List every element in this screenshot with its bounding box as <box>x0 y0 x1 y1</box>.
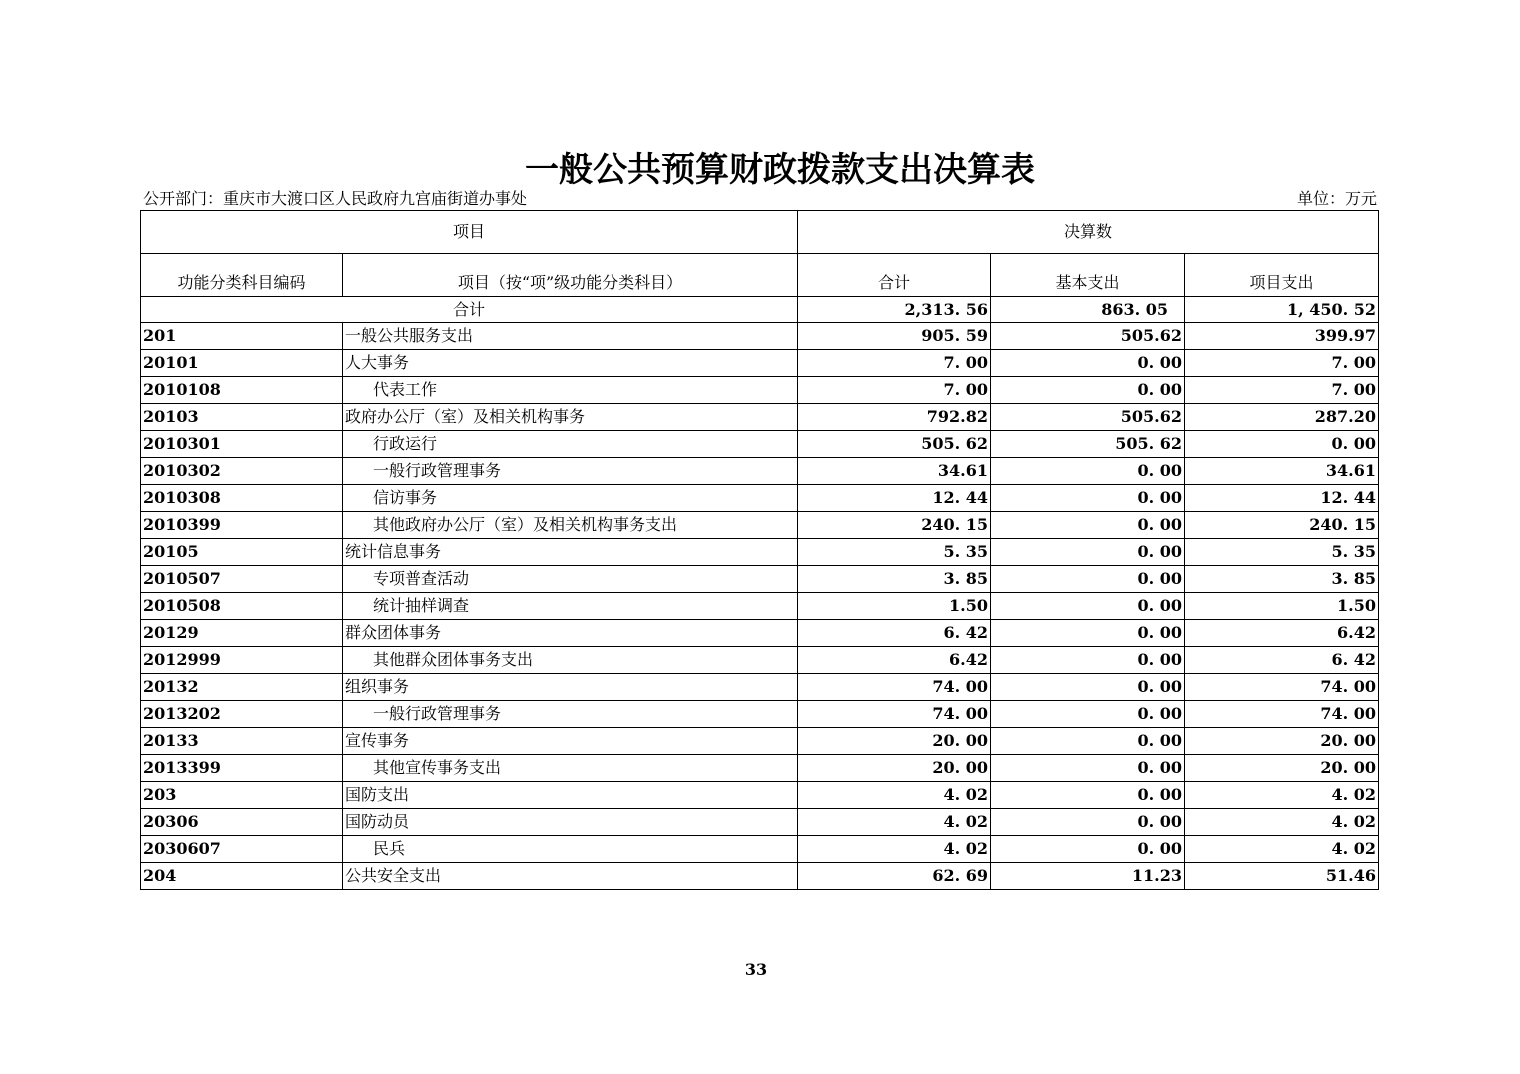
table-row <box>141 728 1379 755</box>
row-name: 群众团体事务 <box>343 620 798 647</box>
row-total: 1.50 <box>798 593 991 620</box>
row-project: 4. 02 <box>1185 782 1379 809</box>
row-total: 4. 02 <box>798 836 991 863</box>
row-total: 3. 85 <box>798 566 991 593</box>
row-code: 2010301 <box>141 431 343 458</box>
table-row <box>141 431 1379 458</box>
row-code: 20133 <box>141 728 343 755</box>
row-basic: 11.23 <box>991 863 1185 890</box>
row-project: 7. 00 <box>1185 350 1379 377</box>
row-code: 2013202 <box>141 701 343 728</box>
page-title: 一般公共预算财政拨款支出决算表 <box>525 150 1035 190</box>
table-row <box>141 566 1379 593</box>
row-name: 统计信息事务 <box>343 539 798 566</box>
row-project: 34.61 <box>1185 458 1379 485</box>
row-code: 20101 <box>141 350 343 377</box>
row-basic: 0. 00 <box>991 350 1185 377</box>
row-basic: 0. 00 <box>991 485 1185 512</box>
row-basic: 0. 00 <box>991 377 1185 404</box>
row-name: 其他宣传事务支出 <box>343 755 798 782</box>
row-code: 20306 <box>141 809 343 836</box>
header-row-group <box>141 211 1379 254</box>
row-total: 20. 00 <box>798 728 991 755</box>
row-total: 905. 59 <box>798 323 991 350</box>
row-name: 政府办公厅（室）及相关机构事务 <box>343 404 798 431</box>
table-row <box>141 674 1379 701</box>
row-total: 6.42 <box>798 647 991 674</box>
row-basic: 505. 62 <box>991 431 1185 458</box>
row-name: 统计抽样调查 <box>343 593 798 620</box>
row-project: 287.20 <box>1185 404 1379 431</box>
row-code: 20105 <box>141 539 343 566</box>
total-label: 合计 <box>141 297 798 323</box>
row-name: 国防支出 <box>343 782 798 809</box>
row-basic: 0. 00 <box>991 674 1185 701</box>
document-meta <box>143 186 1377 208</box>
table-row <box>141 620 1379 647</box>
row-project: 4. 02 <box>1185 809 1379 836</box>
table-row <box>141 404 1379 431</box>
row-name: 行政运行 <box>343 431 798 458</box>
row-name: 其他群众团体事务支出 <box>343 647 798 674</box>
row-code: 20132 <box>141 674 343 701</box>
row-total: 792.82 <box>798 404 991 431</box>
row-name: 民兵 <box>343 836 798 863</box>
row-total: 74. 00 <box>798 674 991 701</box>
total-row <box>141 297 1379 323</box>
row-project: 0. 00 <box>1185 431 1379 458</box>
table-row <box>141 377 1379 404</box>
table-row <box>141 458 1379 485</box>
row-project: 74. 00 <box>1185 701 1379 728</box>
row-name: 代表工作 <box>343 377 798 404</box>
row-name: 人大事务 <box>343 350 798 377</box>
row-name: 一般公共服务支出 <box>343 323 798 350</box>
table-row <box>141 782 1379 809</box>
row-basic: 0. 00 <box>991 593 1185 620</box>
table-row <box>141 701 1379 728</box>
row-total: 5. 35 <box>798 539 991 566</box>
row-basic: 0. 00 <box>991 701 1185 728</box>
row-project: 240. 15 <box>1185 512 1379 539</box>
total-basic: 863. 05 <box>991 297 1185 323</box>
row-code: 2030607 <box>141 836 343 863</box>
row-name: 公共安全支出 <box>343 863 798 890</box>
header-amount-group: 决算数 <box>798 211 1379 254</box>
row-code: 201 <box>141 323 343 350</box>
row-code: 2010108 <box>141 377 343 404</box>
total-project: 1, 450. 52 <box>1185 297 1379 323</box>
row-basic: 505.62 <box>991 323 1185 350</box>
row-total: 6. 42 <box>798 620 991 647</box>
table-row <box>141 350 1379 377</box>
header-basic: 基本支出 <box>991 254 1185 297</box>
row-basic: 0. 00 <box>991 755 1185 782</box>
row-code: 2010302 <box>141 458 343 485</box>
department-label: 公开部门：重庆市大渡口区人民政府九宫庙街道办事处 <box>143 189 528 208</box>
table-row <box>141 323 1379 350</box>
row-project: 6.42 <box>1185 620 1379 647</box>
row-project: 3. 85 <box>1185 566 1379 593</box>
row-basic: 0. 00 <box>991 782 1185 809</box>
table-row <box>141 836 1379 863</box>
row-code: 20103 <box>141 404 343 431</box>
row-code: 204 <box>141 863 343 890</box>
row-project: 4. 02 <box>1185 836 1379 863</box>
table-row <box>141 593 1379 620</box>
row-code: 2013399 <box>141 755 343 782</box>
row-total: 7. 00 <box>798 350 991 377</box>
row-project: 1.50 <box>1185 593 1379 620</box>
budget-table <box>140 210 1379 890</box>
unit-label: 单位：万元 <box>1296 189 1377 208</box>
row-project: 20. 00 <box>1185 728 1379 755</box>
row-project: 7. 00 <box>1185 377 1379 404</box>
row-basic: 0. 00 <box>991 809 1185 836</box>
header-row-columns <box>141 254 1379 297</box>
row-project: 5. 35 <box>1185 539 1379 566</box>
row-total: 34.61 <box>798 458 991 485</box>
row-project: 6. 42 <box>1185 647 1379 674</box>
row-basic: 0. 00 <box>991 728 1185 755</box>
table-row <box>141 512 1379 539</box>
row-code: 20129 <box>141 620 343 647</box>
row-project: 74. 00 <box>1185 674 1379 701</box>
table-row <box>141 485 1379 512</box>
row-basic: 0. 00 <box>991 836 1185 863</box>
row-total: 505. 62 <box>798 431 991 458</box>
row-name: 宣传事务 <box>343 728 798 755</box>
row-project: 399.97 <box>1185 323 1379 350</box>
row-name: 一般行政管理事务 <box>343 701 798 728</box>
row-total: 62. 69 <box>798 863 991 890</box>
row-basic: 0. 00 <box>991 566 1185 593</box>
row-basic: 505.62 <box>991 404 1185 431</box>
row-total: 240. 15 <box>798 512 991 539</box>
row-name: 组织事务 <box>343 674 798 701</box>
row-total: 4. 02 <box>798 809 991 836</box>
row-name: 信访事务 <box>343 485 798 512</box>
row-code: 2010507 <box>141 566 343 593</box>
row-total: 12. 44 <box>798 485 991 512</box>
row-code: 2010508 <box>141 593 343 620</box>
row-code: 2010399 <box>141 512 343 539</box>
row-code: 2012999 <box>141 647 343 674</box>
table-row <box>141 809 1379 836</box>
row-basic: 0. 00 <box>991 458 1185 485</box>
header-code: 功能分类科目编码 <box>141 254 343 297</box>
row-name: 国防动员 <box>343 809 798 836</box>
table-row <box>141 755 1379 782</box>
row-name: 专项普查活动 <box>343 566 798 593</box>
row-project: 51.46 <box>1185 863 1379 890</box>
row-basic: 0. 00 <box>991 647 1185 674</box>
table-row <box>141 539 1379 566</box>
row-total: 74. 00 <box>798 701 991 728</box>
header-name: 项目（按“项”级功能分类科目） <box>343 254 798 297</box>
row-basic: 0. 00 <box>991 620 1185 647</box>
table-row <box>141 647 1379 674</box>
header-project-group: 项目 <box>141 211 798 254</box>
row-total: 4. 02 <box>798 782 991 809</box>
row-name: 其他政府办公厅（室）及相关机构事务支出 <box>343 512 798 539</box>
row-project: 20. 00 <box>1185 755 1379 782</box>
row-project: 12. 44 <box>1185 485 1379 512</box>
row-basic: 0. 00 <box>991 512 1185 539</box>
table-row <box>141 863 1379 890</box>
row-basic: 0. 00 <box>991 539 1185 566</box>
row-name: 一般行政管理事务 <box>343 458 798 485</box>
row-total: 20. 00 <box>798 755 991 782</box>
row-code: 2010308 <box>141 485 343 512</box>
row-code: 203 <box>141 782 343 809</box>
page-number: 33 <box>744 960 768 979</box>
header-total: 合计 <box>798 254 991 297</box>
row-total: 7. 00 <box>798 377 991 404</box>
header-project: 项目支出 <box>1185 254 1379 297</box>
total-amount: 2,313. 56 <box>798 297 991 323</box>
